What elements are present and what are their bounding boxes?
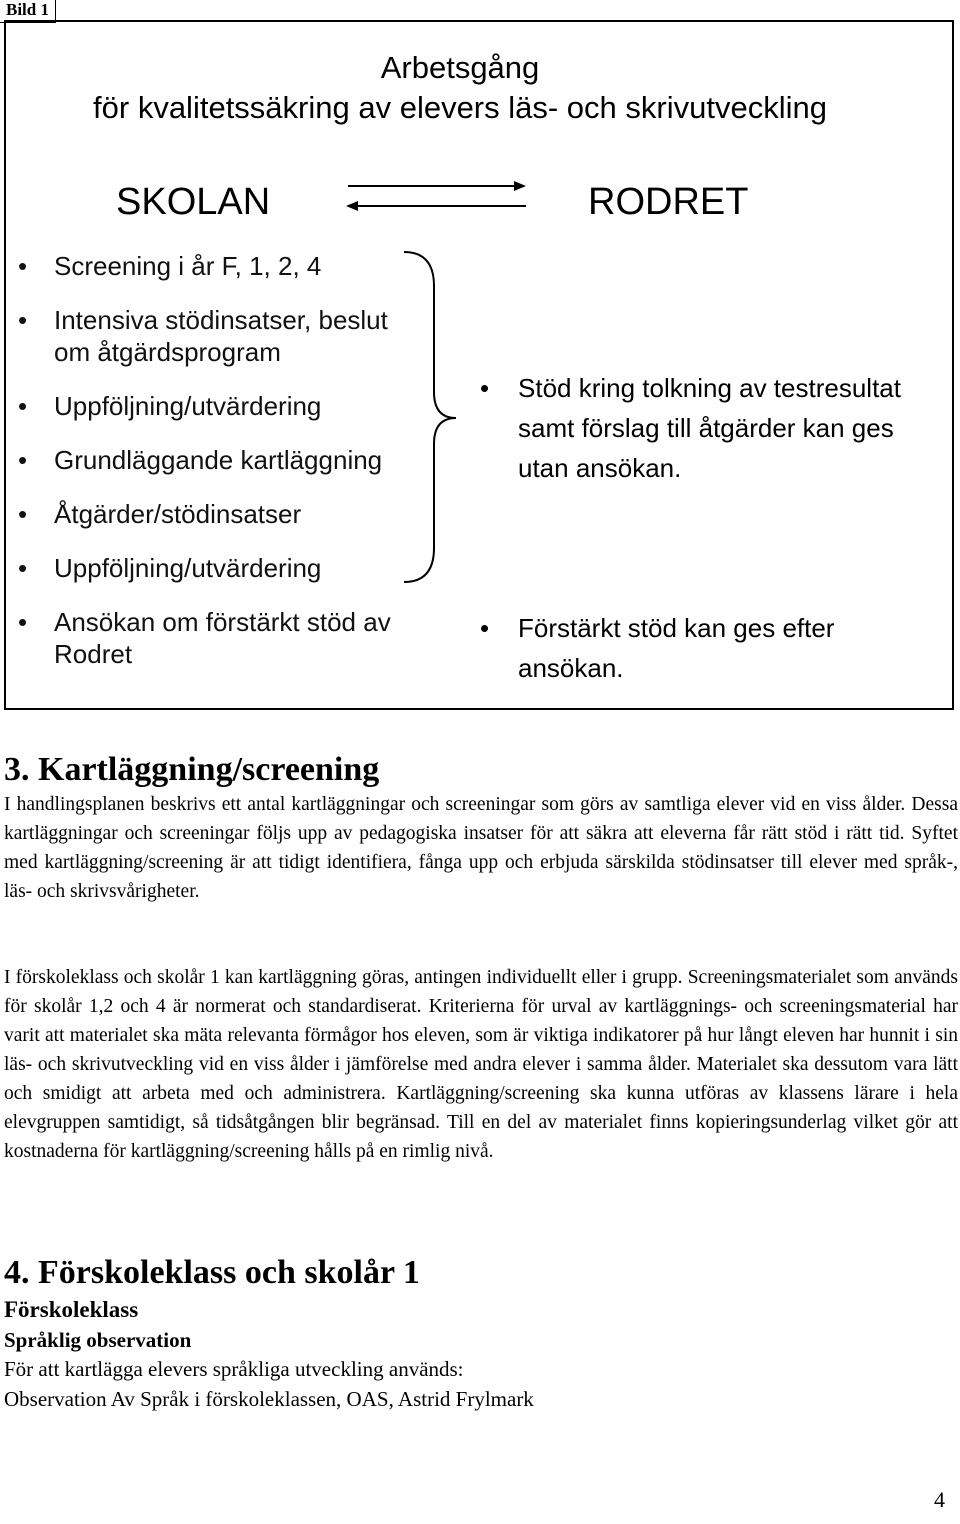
left-item-6: • Uppföljning/utvärdering <box>18 553 322 583</box>
left-item-1: • Screening i år F, 1, 2, 4 <box>18 251 322 281</box>
bullet-icon: • <box>18 391 28 421</box>
bidirectional-arrows-icon <box>340 176 530 216</box>
left-item-2: • Intensiva stödinsatser, beslut om åtgärdsprogram <box>18 305 388 367</box>
curly-brace-icon <box>400 246 480 588</box>
section-4-subheading: Förskoleklass <box>4 1297 139 1322</box>
right-item-2: • Förstärkt stöd kan ges efter ansökan. <box>518 608 918 688</box>
bullet-icon: • <box>18 499 28 529</box>
figure-tag: Bild 1 <box>0 0 56 23</box>
section-4-subsubheading: Språklig observation <box>4 1328 192 1352</box>
section-3-heading: 3. Kartläggning/screening <box>4 751 380 788</box>
right-item-1: • Stöd kring tolkning av testresultat samt förslag till åtgärder kan ges utan ansökan. <box>518 368 938 488</box>
bullet-icon: • <box>18 251 28 281</box>
section-4-line-1: För att kartlägga elevers språkliga utveckling används: <box>4 1357 464 1381</box>
left-item-4: • Grundläggande kartläggning <box>18 445 383 475</box>
section-4-line-2: Observation Av Språk i förskoleklassen, OAS, Astrid Frylmark <box>4 1387 534 1411</box>
left-item-5: • Åtgärder/stödinsatser <box>18 499 302 529</box>
left-item-7: • Ansökan om förstärkt stöd av Rodret <box>18 607 391 669</box>
rodret-heading: RODRET <box>588 181 749 223</box>
bullet-icon: • <box>18 553 28 583</box>
section-3-paragraph-1: I handlingsplanen beskrivs ett antal kartläggningar och screeningar som görs av samtliga elever vid en viss ålder. Dessa kartläggningar och screeningar följs upp av pedagogiska insatser för att säkra att eleverna får rätt stöd i rätt tid. Syftet med kartläggning/screening är att tidigt identifiera, fånga upp och erbjuda särskilda stödinsatser till elever med språk-, läs- och skrivsvårigheter. <box>4 794 958 902</box>
page-number: 4 <box>934 1487 945 1512</box>
bullet-icon: • <box>480 373 490 403</box>
figure-title-line2: för kvalitetssäkring av elevers läs- och skrivutveckling <box>93 90 827 125</box>
section-4-heading: 4. Förskoleklass och skolår 1 <box>4 1254 420 1291</box>
left-item-3: • Uppföljning/utvärdering <box>18 391 322 421</box>
figure-title-line1: Arbetsgång <box>380 50 540 85</box>
bullet-icon: • <box>18 305 28 335</box>
bullet-icon: • <box>18 607 28 637</box>
section-3-paragraph-2: I förskoleklass och skolår 1 kan kartläggning göras, antingen individuellt eller i grupp. Screeningsmaterialet som används för skolår 1,2 och 4 är normerat och standardiserat. Kriterierna för urval av kartläggnings- och screeningsmaterial har varit att materialet ska mäta relevanta förmågor hos eleven, som är viktiga indikatorer på hur långt eleven har hunnit i sin läs- och skrivutveckling vid en viss ålder i jämförelse med andra elever i samma ålder. Materialet ska dessutom vara lätt och smidigt att arbeta med och administrera. Kartläggning/screening ska kunna utföras av klassens lärare i hela elevgruppen samtidigt, så tidsåtgången blir begränsad. Till en del av materialet finns kopieringsunderlag vilket gör att kostnaderna för kartläggning/screening hålls på en rimlig nivå. <box>4 967 958 1162</box>
bullet-icon: • <box>18 445 28 475</box>
skolan-heading: SKOLAN <box>116 181 271 223</box>
bullet-icon: • <box>480 613 490 643</box>
